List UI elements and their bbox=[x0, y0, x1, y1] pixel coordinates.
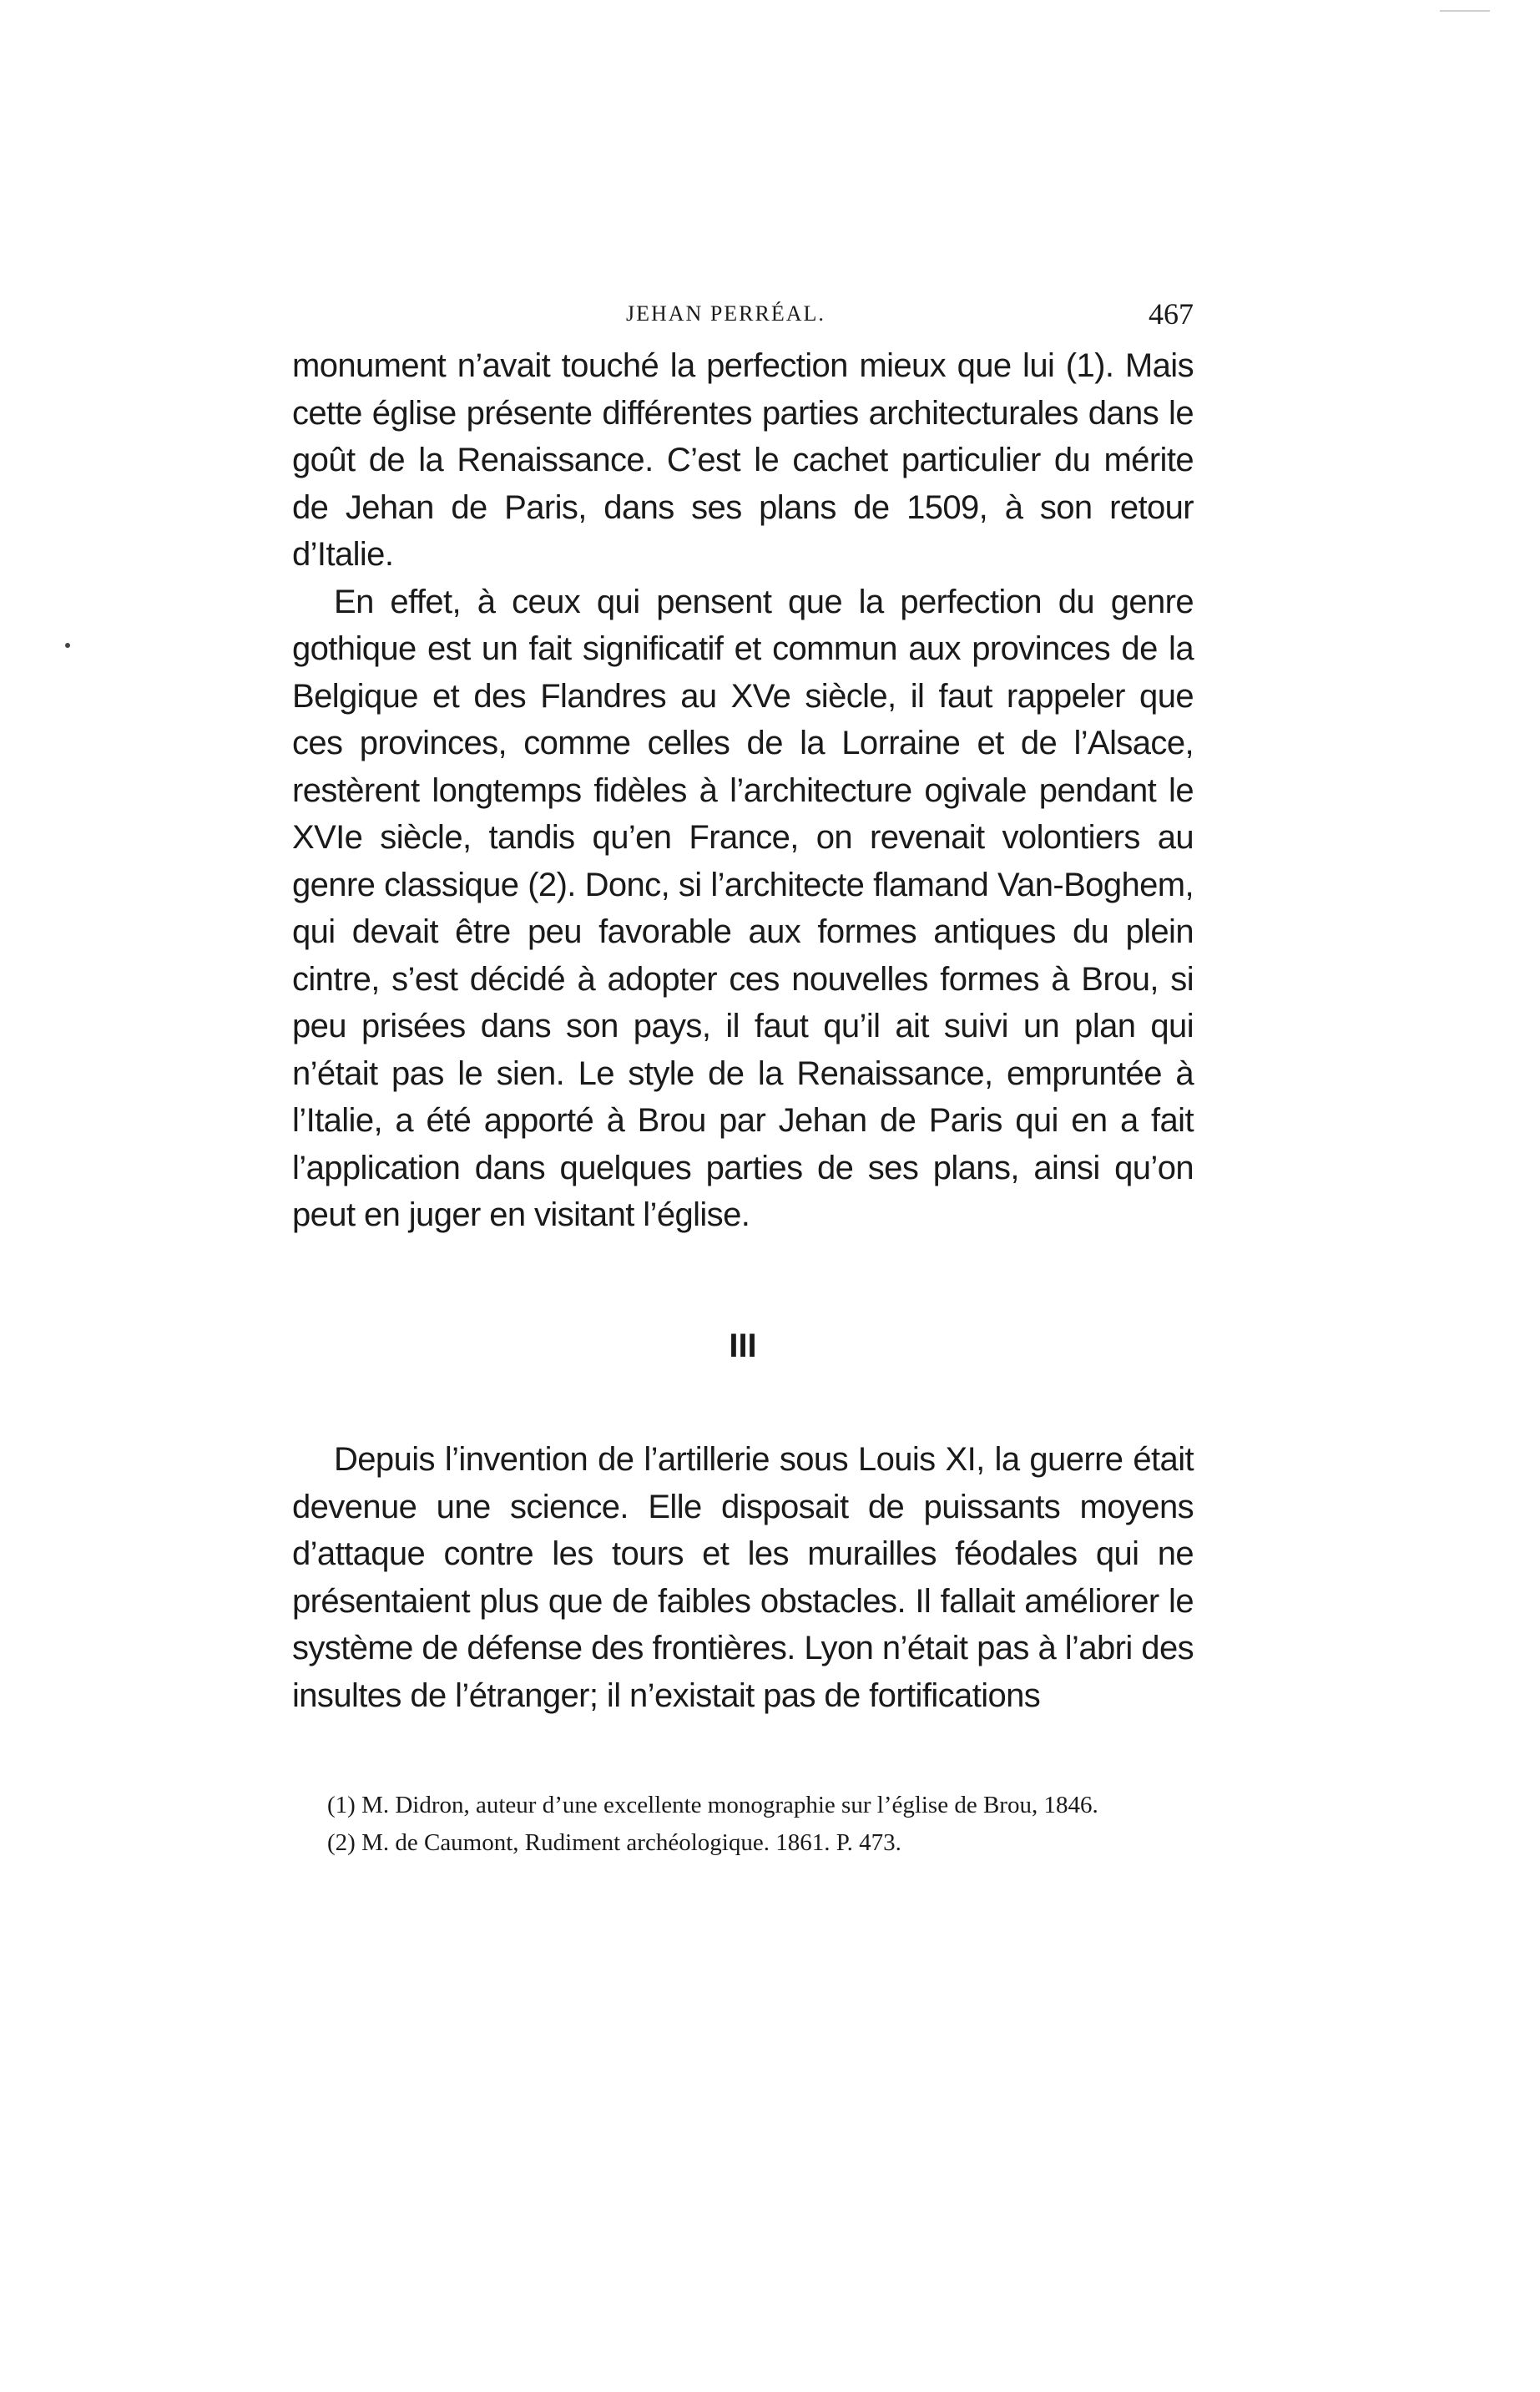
paragraph-depuis: Depuis l’invention de l’artillerie sous Louis XI, la guerre était devenue une science. Elle disposait de puissants moyens d’attaque contre les tours et les murailles féodales qui ne présentaient plus que de faibles obstacles. Il fallait améliorer le système de défense des frontières. Lyon n’était pas à l’abri des insultes de l’étranger; il n’existait pas de fortifications bbox=[292, 1441, 1194, 1714]
footnote-1: (1) M. Didron, auteur d’une excellente monographie sur l’église de Brou, 1846. bbox=[327, 1792, 1098, 1818]
footnote-2: (2) M. de Caumont, Rudiment archéologique. 1861. P. 473. bbox=[327, 1829, 901, 1856]
section-heading: III bbox=[729, 1327, 757, 1364]
section-text-block bbox=[292, 1436, 1194, 1719]
scan-edge-mark bbox=[1440, 10, 1490, 12]
main-text-block bbox=[292, 342, 1194, 1239]
paragraph-continuation: monument n’avait touché la perfection mieux que lui (1). Mais cette église présente différentes parties architecturales dans le goût de la Renaissance. C’est le cachet particulier du mérite de Jehan de Paris, dans ses plans de 1509, à son retour d’Italie. bbox=[292, 347, 1194, 573]
running-title: JEHAN PERRÉAL. bbox=[626, 301, 826, 326]
footnotes bbox=[292, 1787, 1194, 1862]
page-number: 467 bbox=[1149, 297, 1194, 331]
scan-speck bbox=[65, 643, 70, 648]
paragraph-en-effet: En effet, à ceux qui pensent que la perfection du genre gothique est un fait significatif et commun aux provinces de la Belgique et des Flandres au XVe siècle, il faut rappeler que ces provinces, comme celles de la Lorraine et de l’Alsace, restèrent longtemps fidèles à l’architecture ogivale pendant le XVIe siècle, tandis qu’en France, on revenait volontiers au genre classique (2). Donc, si l’architecte flamand Van-Boghem, qui devait être peu favorable aux formes antiques du plein cintre, s’est décidé à adopter ces nouvelles formes à Brou, si peu prisées dans son pays, il faut qu’il ait suivi un plan qui n’était pas le sien. Le style de la Renaissance, empruntée à l’Italie, a été apporté à Brou par Jehan de Paris qui en a fait l’application dans quelques parties de ses plans, ainsi qu’on peut en juger en visitant l’église. bbox=[292, 583, 1194, 1233]
running-header bbox=[292, 296, 1194, 336]
